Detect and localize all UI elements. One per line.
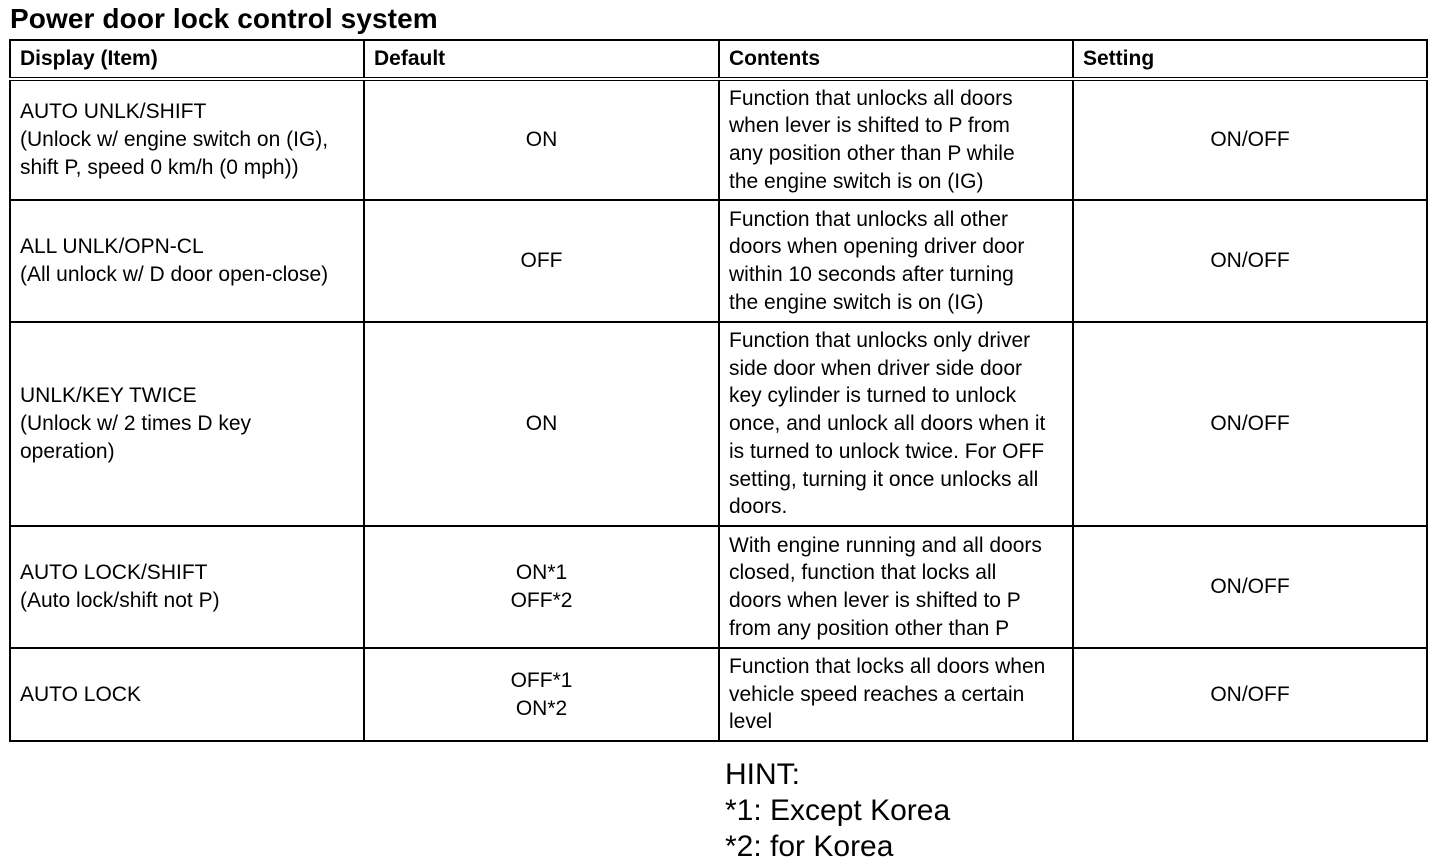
item-description-line: (All unlock w/ D door open-close) [20, 263, 329, 286]
default-value: ON*2 [515, 696, 568, 720]
item-name: AUTO LOCK [20, 682, 141, 706]
table-header-row [10, 40, 1427, 79]
default-value: OFF [520, 249, 563, 273]
contents-line: Function that unlocks all other [729, 207, 1008, 231]
column-header-display-item: Display (Item) [10, 40, 364, 79]
item-name: AUTO UNLK/SHIFT [20, 100, 207, 124]
table-row [10, 526, 1427, 648]
table-row [10, 200, 1427, 322]
item-cell [10, 79, 364, 200]
setting-cell: ON/OFF [1073, 200, 1427, 322]
item-cell [10, 648, 364, 741]
item-description-line: shift P, speed 0 km/h (0 mph)) [20, 155, 299, 179]
contents-line: any position other than P while [729, 142, 1015, 165]
contents-cell [719, 200, 1073, 322]
contents-line: is turned to unlock twice. For OFF [729, 439, 1045, 463]
settings-table [9, 39, 1428, 742]
hint-note: *1: Except Korea [725, 794, 951, 827]
table-row [10, 322, 1427, 526]
item-name: AUTO LOCK/SHIFT [20, 561, 208, 585]
contents-line: side door when driver side door [729, 356, 1022, 380]
contents-cell [719, 526, 1073, 648]
item-description-line: operation) [20, 439, 115, 463]
contents-line: doors. [729, 495, 788, 519]
contents-line: key cylinder is turned to unlock [729, 384, 1017, 408]
setting-cell: ON/OFF [1073, 648, 1427, 741]
contents-line: closed, function that locks all [729, 561, 997, 585]
contents-line: vehicle speed reaches a certain [729, 682, 1025, 706]
contents-line: from any position other than P [729, 616, 1010, 640]
table-row [10, 79, 1427, 200]
contents-line: once, and unlock all doors when it [729, 412, 1046, 436]
default-cell [364, 79, 719, 200]
item-cell [10, 200, 364, 322]
contents-cell [719, 79, 1073, 200]
item-description-line: (Auto lock/shift not P) [20, 589, 220, 612]
contents-cell [719, 648, 1073, 741]
item-name: UNLK/KEY TWICE [20, 384, 197, 408]
contents-line: With engine running and all doors [729, 533, 1042, 557]
table-row [10, 648, 1427, 741]
default-value: OFF*2 [510, 589, 573, 612]
hint-label: HINT: [725, 758, 800, 791]
contents-line: when lever is shifted to P from [729, 114, 1010, 138]
setting-cell: ON/OFF [1073, 79, 1427, 200]
default-value: ON*1 [515, 561, 568, 585]
contents-line: doors when opening driver door [729, 235, 1025, 259]
item-cell [10, 526, 364, 648]
setting-cell: ON/OFF [1073, 526, 1427, 648]
default-cell [364, 200, 719, 322]
contents-line: the engine switch is on (IG) [729, 169, 984, 193]
item-description-line: (Unlock w/ engine switch on (IG), [20, 128, 329, 152]
default-value: ON [525, 128, 558, 152]
column-header-default: Default [364, 40, 719, 79]
contents-line: Function that unlocks all doors [729, 86, 1013, 110]
default-value: ON [525, 412, 558, 436]
setting-cell: ON/OFF [1073, 322, 1427, 526]
contents-line: doors when lever is shifted to P [729, 589, 1021, 612]
item-cell [10, 322, 364, 526]
default-value: OFF*1 [510, 668, 573, 692]
item-name: ALL UNLK/OPN-CL [20, 235, 204, 259]
hint-block [725, 757, 950, 865]
default-cell [364, 526, 719, 648]
default-cell [364, 322, 719, 526]
contents-line: Function that unlocks only driver [729, 329, 1031, 353]
contents-line: the engine switch is on (IG) [729, 290, 984, 314]
column-header-setting: Setting [1073, 40, 1427, 79]
hint-note: *2: for Korea [725, 830, 894, 863]
contents-line: within 10 seconds after turning [729, 263, 1014, 286]
column-header-contents: Contents [719, 40, 1073, 79]
contents-line: level [729, 710, 773, 734]
page-title: Power door lock control system [10, 3, 438, 34]
contents-line: setting, turning it once unlocks all [729, 467, 1039, 491]
contents-line: Function that locks all doors when [729, 654, 1046, 678]
contents-cell [719, 322, 1073, 526]
item-description-line: (Unlock w/ 2 times D key [20, 412, 252, 436]
default-cell [364, 648, 719, 741]
